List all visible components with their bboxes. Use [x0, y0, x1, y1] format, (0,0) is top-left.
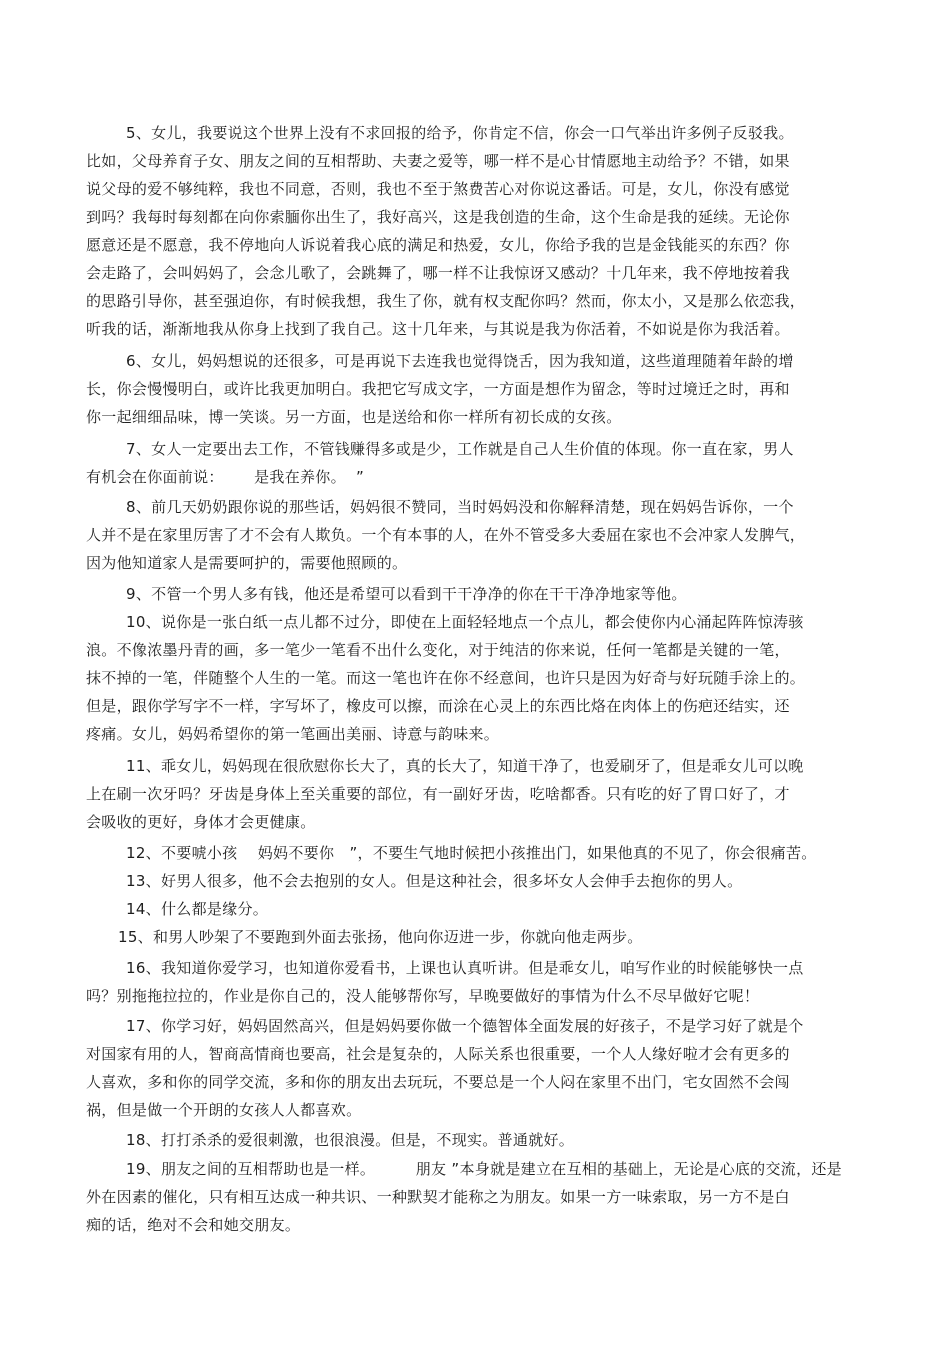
- text-line: 19、朋友之间的互相帮助也是一样。 朋友 ”本身就是建立在互相的基础上，无论是心底的交流，还是: [126, 1160, 842, 1178]
- text-line: 你一起细细品味，博一笑谈。另一方面，也是送给和你一样所有初长成的女孩。: [86, 408, 622, 426]
- text-line: 会吸收的更好，身体才会更健康。: [86, 813, 316, 831]
- text-line: 外在因素的催化，只有相互达成一种共识、一种默契才能称之为朋友。如果一方一味索取，另一方不是白: [86, 1188, 790, 1206]
- text-line: 抹不掉的一笔，伴随整个人生的一笔。而这一笔也许在你不经意间，也许只是因为好奇与好玩随手涂上的。: [86, 669, 806, 687]
- text-line: 有机会在你面前说： 是我在养你。 ”: [86, 468, 365, 486]
- text-line: 6、女儿，妈妈想说的还很多，可是再说下去连我也觉得饶舌，因为我知道，这些道理随着年龄的增: [126, 352, 794, 370]
- text-line: 上在刷一次牙吗？牙齿是身体上至关重要的部位，有一副好牙齿，吃啥都香。只有吃的好了胃口好了，才: [86, 785, 790, 803]
- text-line: 的思路引导你，甚至强迫你，有时候我想，我生了你，就有权支配你吗？然而，你太小，又是那么依恋我，: [86, 292, 806, 310]
- text-line: 10、说你是一张白纸一点儿都不过分，即使在上面轻轻地点一个点儿，都会使你内心涌起阵阵惊涛骇: [126, 613, 804, 631]
- text-line: 到吗？我每时每刻都在向你索腼你出生了，我好高兴，这是我创造的生命，这个生命是我的延续。无论你: [86, 208, 790, 226]
- text-line: 长，你会慢慢明白，或许比我更加明白。我把它写成文字，一方面是想作为留念，等时过境迁之时，再和: [86, 380, 790, 398]
- text-line: 13、好男人很多，他不会去抱别的女人。但是这种社会，很多坏女人会伸手去抱你的男人。: [126, 872, 743, 890]
- text-line: 15、和男人吵架了不要跑到外面去张扬，他向你迈进一步，你就向他走两步。: [118, 928, 643, 946]
- text-line: 7、女人一定要出去工作，不管钱赚得多或是少，工作就是自己人生价值的体现。你一直在家，男人: [126, 440, 794, 458]
- text-line: 会走路了，会叫妈妈了，会念儿歌了，会跳舞了，哪一样不让我惊讶又感动？十几年来，我不停地按着我: [86, 264, 790, 282]
- text-line: 比如，父母养育子女、朋友之间的互相帮助、夫妻之爱等，哪一样不是心甘情愿地主动给予？不错，如果: [86, 152, 790, 170]
- text-line: 听我的话，渐渐地我从你身上找到了我自己。这十几年来，与其说是我为你活着，不如说是你为我活着。: [86, 320, 790, 338]
- text-line: 14、什么都是缘分。: [126, 900, 269, 918]
- text-line: 人并不是在家里厉害了才不会有人欺负。一个有本事的人，在外不管受多大委屈在家也不会冲家人发脾气，: [86, 526, 806, 544]
- text-line: 吗？别拖拖拉拉的，作业是你自己的，没人能够帮你写，早晚要做好的事情为什么不尽早做好它呢！: [86, 987, 760, 1005]
- text-line: 人喜欢，多和你的同学交流，多和你的朋友出去玩玩，不要总是一个人闷在家里不出门，宅女固然不会闯: [86, 1073, 790, 1091]
- text-line: 18、打打杀杀的爱很刺激，也很浪漫。但是，不现实。普通就好。: [126, 1131, 575, 1149]
- text-line: 17、你学习好，妈妈固然高兴，但是妈妈要你做一个德智体全面发展的好孩子，不是学习好了就是个: [126, 1017, 804, 1035]
- text-line: 说父母的爱不够纯粹，我也不同意，否则，我也不至于煞费苦心对你说这番话。可是，女儿，你没有感觉: [86, 180, 790, 198]
- text-line: 12、不要唬小孩 妈妈不要你 ”，不要生气地时候把小孩推出门，如果他真的不见了，你会很痛苦。: [126, 844, 817, 862]
- text-line: 愿意还是不愿意，我不停地向人诉说着我心底的满足和热爱，女儿，你给予我的岂是金钱能买的东西？你: [86, 236, 790, 254]
- text-line: 因为他知道家人是需要呵护的，需要他照顾的。: [86, 554, 408, 572]
- text-line: 但是，跟你学写字不一样，字写坏了，橡皮可以擦，而涂在心灵上的东西比烙在肉体上的伤疤还结实，还: [86, 697, 790, 715]
- text-line: 痴的话，绝对不会和她交朋友。: [86, 1216, 301, 1234]
- text-line: 5、女儿，我要说这个世界上没有不求回报的给予，你肯定不信，你会一口气举出许多例子反驳我。: [126, 124, 794, 142]
- text-line: 11、乖女儿，妈妈现在很欣慰你长大了，真的长大了，知道干净了，也爱刷牙了，但是乖女儿可以晚: [126, 757, 804, 775]
- text-line: 浪。不像浓墨丹青的画，多一笔少一笔看不出什么变化，对于纯洁的你来说，任何一笔都是关键的一笔，: [86, 641, 790, 659]
- text-line: 8、前几天奶奶跟你说的那些话，妈妈很不赞同，当时妈妈没和你解释清楚，现在妈妈告诉你，一个: [126, 498, 794, 516]
- text-line: 对国家有用的人，智商高情商也要高，社会是复杂的，人际关系也很重要，一个人人缘好啦才会有更多的: [86, 1045, 790, 1063]
- text-line: 祸，但是做一个开朗的女孩人人都喜欢。: [86, 1101, 362, 1119]
- text-line: 16、我知道你爱学习，也知道你爱看书，上课也认真听讲。但是乖女儿，咱写作业的时候能够快一点: [126, 959, 804, 977]
- text-line: 9、不管一个男人多有钱，他还是希望可以看到干干净净的你在干干净净地家等他。: [126, 585, 687, 603]
- text-line: 疼痛。女儿，妈妈希望你的第一笔画出美丽、诗意与韵味来。: [86, 725, 500, 743]
